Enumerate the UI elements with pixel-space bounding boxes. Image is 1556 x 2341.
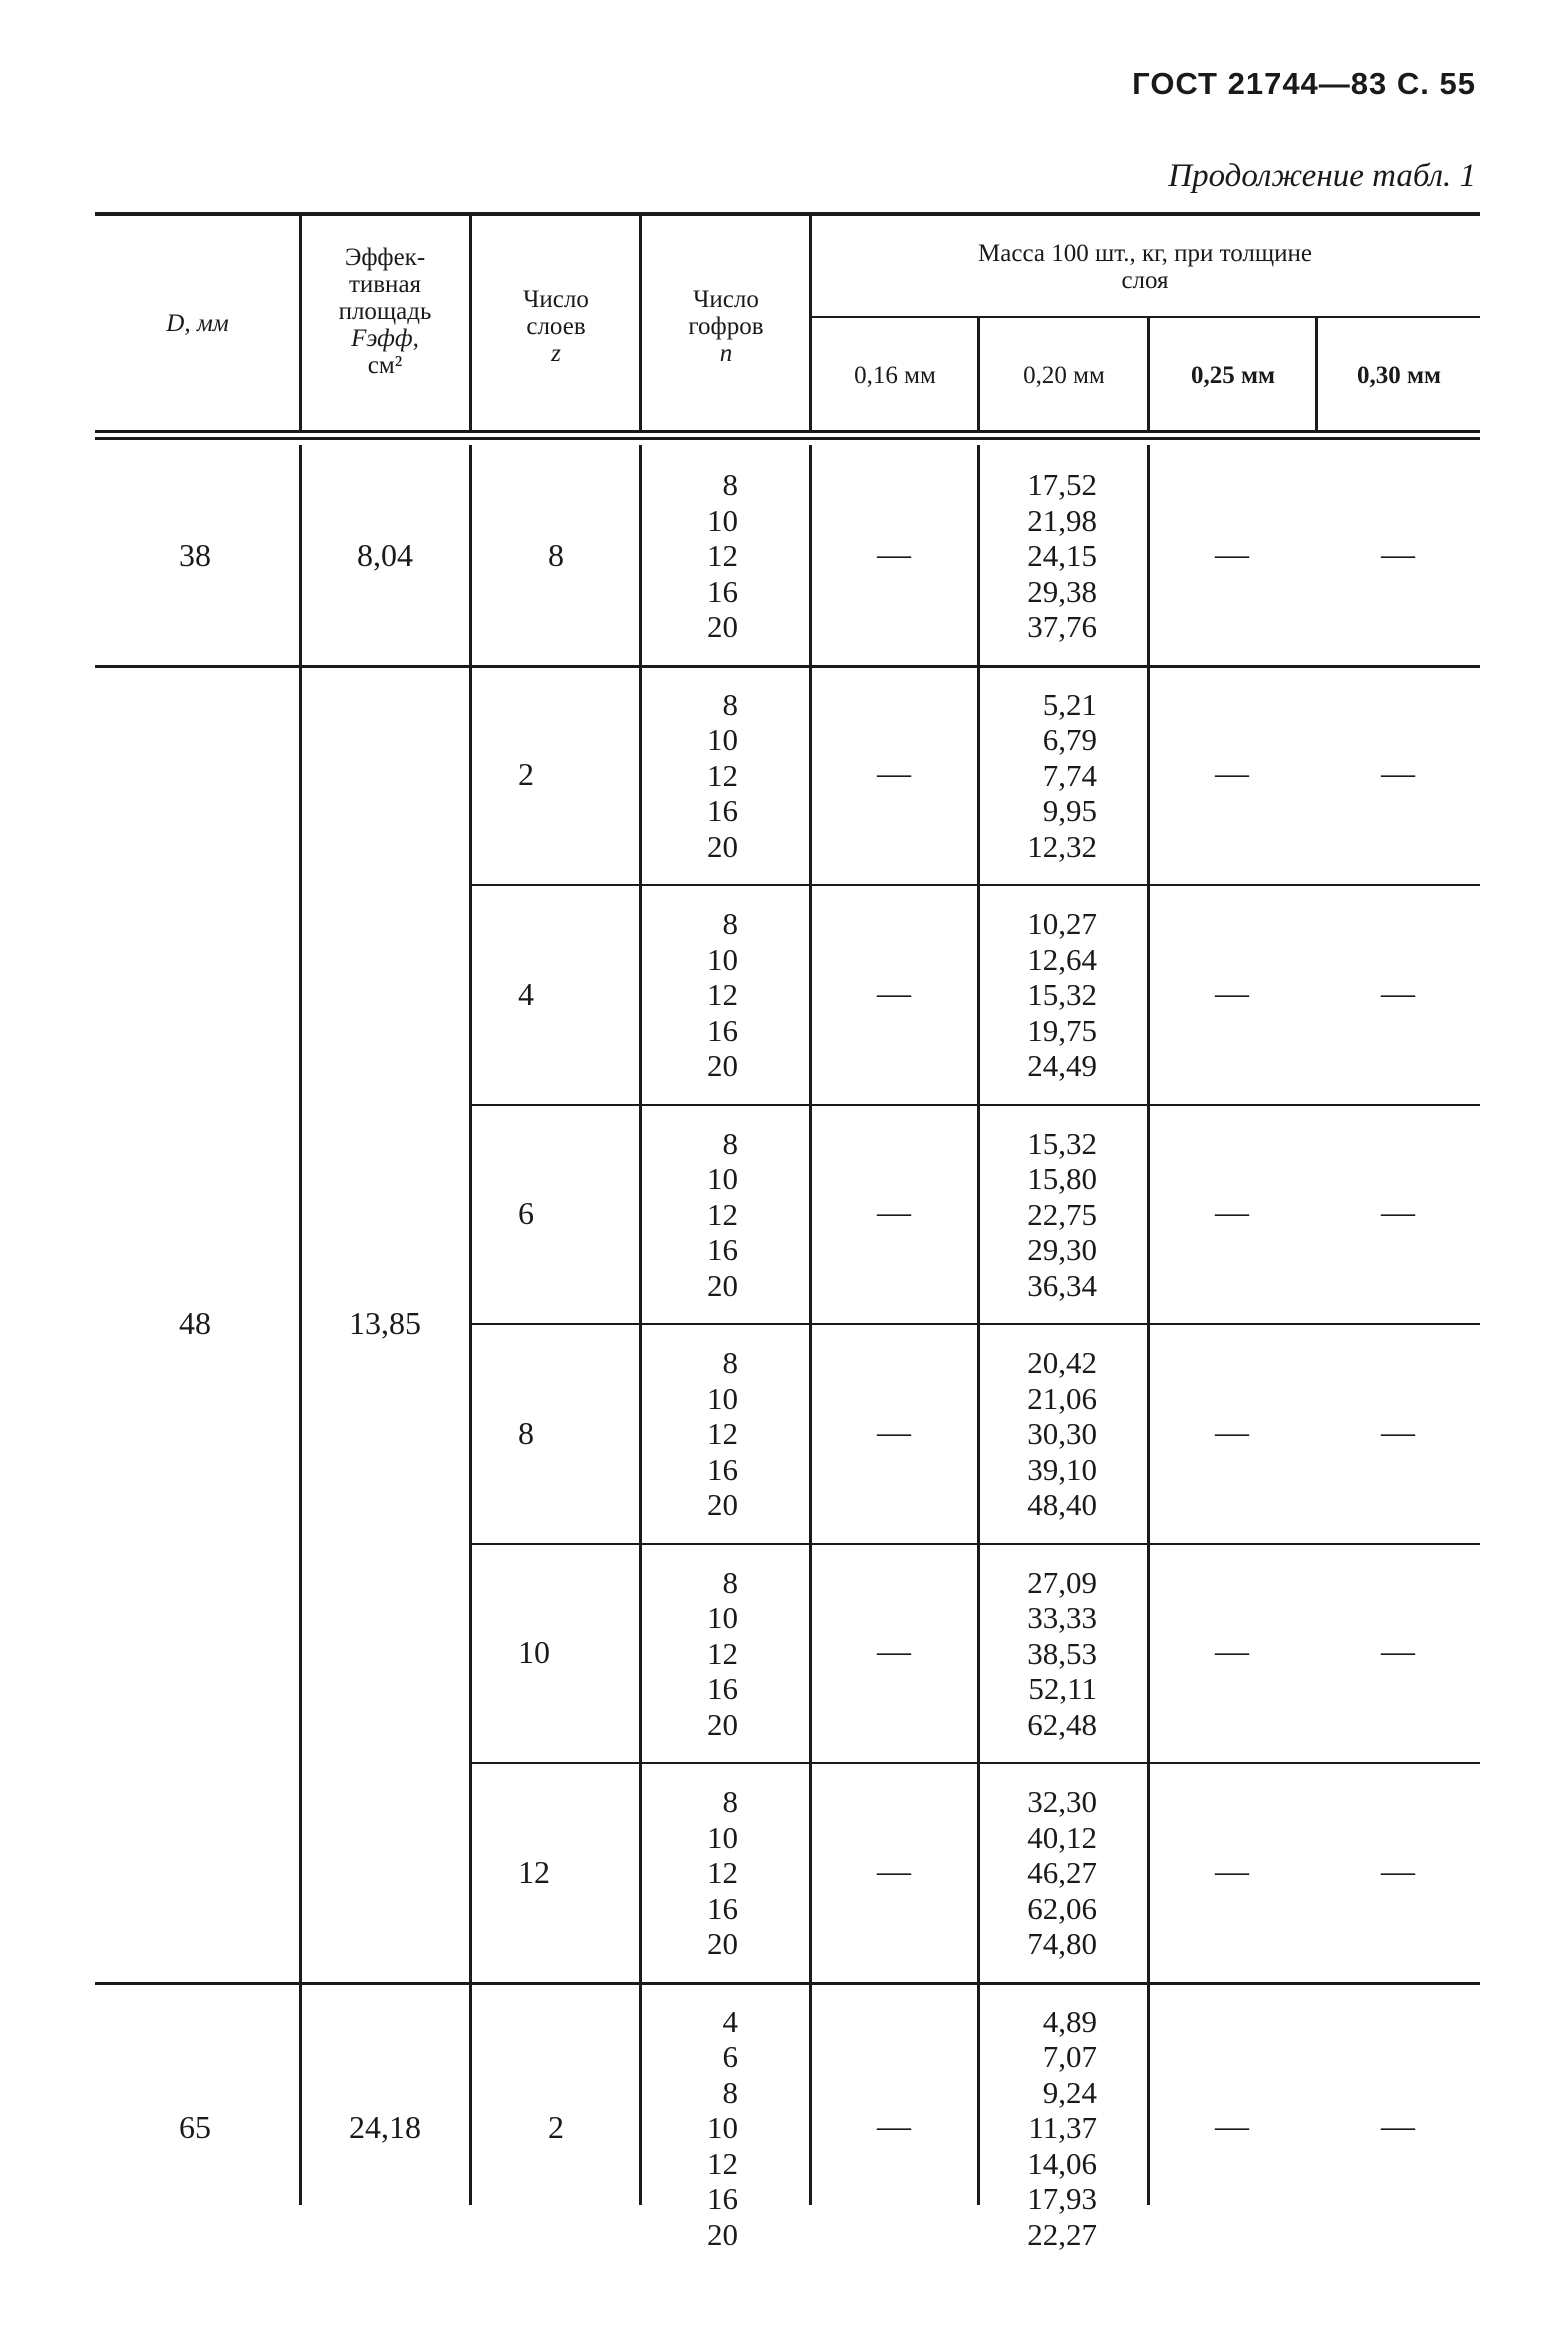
corrugation-count-list [640,906,738,1084]
mass-020-list [978,1565,1097,1743]
corrugation-count: 12 [707,2145,738,2181]
header-area-line4: Fэфф, [351,325,419,352]
layer-count: 6 [518,1195,534,1232]
header-area-line5: см² [367,352,403,379]
header-mass [812,240,1478,294]
corrugation-count: 10 [707,941,738,977]
empty-mass-dash: — [1381,755,1415,793]
empty-mass-dash: — [1215,1194,1249,1232]
mass-value: 12,64 [1027,941,1097,977]
mass-value: 7,74 [1042,757,1097,793]
mass-value: 21,98 [1027,502,1097,538]
empty-mass-dash: — [877,2107,911,2145]
diameter-value: 65 [179,2108,211,2145]
empty-mass-dash: — [1381,2107,1415,2145]
empty-mass-dash: — [877,1194,911,1232]
mass-value: 29,30 [1027,1232,1097,1267]
header-corr-line3: n [719,340,733,367]
mass-value: 39,10 [1027,1451,1097,1487]
corrugation-count: 20 [707,1706,738,1742]
empty-mass-dash: — [1215,974,1249,1012]
corrugation-count: 8 [722,1784,738,1819]
corrugation-count: 16 [707,2181,738,2216]
mass-value: 11,37 [1028,2110,1097,2145]
mass-value: 24,49 [1027,1048,1097,1083]
mass-value: 48,40 [1027,1487,1097,1522]
mass-value: 38,53 [1027,1635,1097,1671]
layer-count: 8 [548,536,564,573]
empty-mass-dash: — [877,974,911,1012]
corrugation-count: 6 [722,2039,738,2074]
layer-count: 8 [518,1414,534,1451]
mass-value: 52,11 [1028,1671,1097,1706]
empty-mass-dash: — [1381,1633,1415,1671]
corrugation-count: 12 [707,538,738,573]
corrugation-count: 8 [722,467,738,502]
corrugation-count: 4 [722,2003,738,2039]
corrugation-count: 20 [707,1048,738,1083]
header-mass-line2: слоя [1121,267,1169,294]
mass-value: 46,27 [1027,1855,1097,1890]
corrugation-count: 16 [707,1232,738,1267]
mass-value: 33,33 [1027,1600,1097,1635]
empty-mass-dash: — [877,1413,911,1451]
corrugation-count: 16 [707,1671,738,1706]
corrugation-count: 20 [707,2216,738,2252]
mass-020-list [978,467,1097,645]
corrugation-count: 20 [707,1926,738,1961]
corrugation-count: 16 [707,793,738,828]
empty-mass-dash: — [1215,1633,1249,1671]
mass-value: 40,12 [1027,1819,1097,1855]
empty-mass-dash: — [1215,535,1249,573]
corrugation-count: 12 [707,977,738,1012]
corrugation-count-list [640,1345,738,1523]
mass-value: 37,76 [1027,609,1097,644]
corrugation-count-list [640,1565,738,1743]
corrugation-count: 12 [707,1196,738,1232]
empty-mass-dash: — [1215,1413,1249,1451]
corrugation-count-list [640,1126,738,1304]
mass-value: 21,06 [1027,1380,1097,1416]
mass-020-list [978,687,1097,865]
empty-mass-dash: — [1215,2107,1249,2145]
mass-value: 4,89 [1042,2003,1097,2039]
empty-mass-dash: — [877,1852,911,1890]
empty-mass-dash: — [877,1633,911,1671]
header-area-line2: тивная [348,271,422,298]
corrugation-count: 10 [707,1600,738,1635]
mass-value: 36,34 [1027,1267,1097,1303]
diameter-value: 48 [179,1305,211,1341]
corrugation-count: 8 [722,906,738,941]
corrugation-count: 10 [707,1161,738,1196]
effective-area-value: 24,18 [349,2108,421,2145]
mass-value: 12,32 [1027,828,1097,864]
corrugation-count: 20 [707,1267,738,1303]
header-layers-line2: слоев [526,313,586,340]
mass-value: 6,79 [1042,722,1097,757]
mass-020-list [978,906,1097,1084]
empty-mass-dash: — [1381,1194,1415,1232]
mass-020-list [978,1784,1097,1962]
corrugation-count: 10 [707,502,738,538]
header-thickness-020: 0,20 мм [1023,361,1105,389]
mass-value: 20,42 [1027,1345,1097,1380]
corrugation-count: 8 [722,1125,738,1161]
layer-count: 2 [518,756,534,793]
corrugation-count: 20 [707,609,738,644]
header-layers-line3: z [551,340,561,367]
corrugation-count: 10 [707,722,738,757]
document-code: ГОСТ 21744—83 С. 55 [1132,66,1476,101]
mass-value: 17,93 [1027,2181,1097,2216]
mass-value: 17,52 [1027,467,1097,502]
mass-value: 5,21 [1042,686,1097,722]
header-area [300,244,470,379]
corrugation-count-list [640,467,738,645]
table-rule [95,430,1480,433]
empty-mass-dash: — [877,755,911,793]
corrugation-count: 16 [707,573,738,609]
corrugation-count: 8 [722,686,738,722]
effective-area-value: 8,04 [357,536,413,573]
corrugation-count: 12 [707,757,738,793]
layer-count: 4 [518,975,534,1012]
header-thickness-030: 0,30 мм [1356,361,1442,389]
corrugation-count: 12 [707,1416,738,1451]
table-caption: Продолжение табл. 1 [1168,158,1476,194]
empty-mass-dash: — [877,535,911,573]
empty-mass-dash: — [1215,1852,1249,1890]
header-layers [472,286,640,367]
effective-area-value: 13,85 [349,1305,421,1341]
mass-value: 10,27 [1027,906,1097,941]
corrugation-count: 8 [722,1564,738,1600]
header-thickness-025: 0,25 мм [1190,361,1276,389]
mass-value: 29,38 [1027,573,1097,609]
table-rule [95,212,1480,216]
corrugation-count: 12 [707,1635,738,1671]
header-diameter-label: D, мм [166,310,229,337]
corrugation-count-list [640,687,738,865]
empty-mass-dash: — [1381,535,1415,573]
header-corr-line2: гофров [688,313,764,340]
mass-value: 32,30 [1027,1784,1097,1819]
mass-value: 15,32 [1027,977,1097,1012]
mass-020-list [978,1345,1097,1523]
empty-mass-dash: — [1381,1852,1415,1890]
mass-value: 22,27 [1027,2216,1097,2252]
mass-value: 15,32 [1027,1125,1097,1161]
mass-value: 24,15 [1027,538,1097,573]
header-area-line3: площадь [338,298,432,325]
corrugation-count-list [640,2004,738,2253]
mass-value: 62,48 [1027,1706,1097,1742]
header-corrugations [642,286,810,367]
layer-count: 10 [518,1634,550,1671]
corrugation-count: 16 [707,1012,738,1048]
mass-value: 9,95 [1042,793,1097,828]
mass-020-list [978,1126,1097,1304]
corrugation-count: 10 [707,1819,738,1855]
layer-count: 12 [518,1853,550,1890]
corrugation-count: 10 [707,2110,738,2145]
empty-mass-dash: — [1215,755,1249,793]
mass-value: 9,24 [1042,2074,1097,2110]
header-mass-line1: Масса 100 шт., кг, при толщине [978,240,1312,267]
mass-value: 27,09 [1027,1564,1097,1600]
corrugation-count: 20 [707,828,738,864]
mass-020-list [978,2004,1097,2253]
header-thickness-016: 0,16 мм [854,361,936,389]
empty-mass-dash: — [1381,974,1415,1012]
mass-value: 15,80 [1027,1161,1097,1196]
mass-value: 74,80 [1027,1926,1097,1961]
corrugation-count: 10 [707,1380,738,1416]
corrugation-count-list [640,1784,738,1962]
table-rule [95,437,1480,440]
mass-value: 62,06 [1027,1890,1097,1926]
header-area-line1: Эффек- [344,244,426,271]
corrugation-count: 20 [707,1487,738,1522]
corrugation-count: 12 [707,1855,738,1890]
mass-value: 22,75 [1027,1196,1097,1232]
header-corr-line1: Число [693,286,759,313]
corrugation-count: 8 [722,1345,738,1380]
mass-value: 19,75 [1027,1012,1097,1048]
corrugation-count: 16 [707,1451,738,1487]
mass-value: 14,06 [1027,2145,1097,2181]
empty-mass-dash: — [1381,1413,1415,1451]
layer-count: 2 [548,2108,564,2145]
table-rule [812,316,1480,318]
corrugation-count: 8 [722,2074,738,2110]
corrugation-count: 16 [707,1890,738,1926]
diameter-value: 38 [179,536,211,573]
mass-value: 30,30 [1027,1416,1097,1451]
mass-value: 7,07 [1042,2039,1097,2074]
header-layers-line1: Число [523,286,589,313]
header-diameter [95,310,300,337]
